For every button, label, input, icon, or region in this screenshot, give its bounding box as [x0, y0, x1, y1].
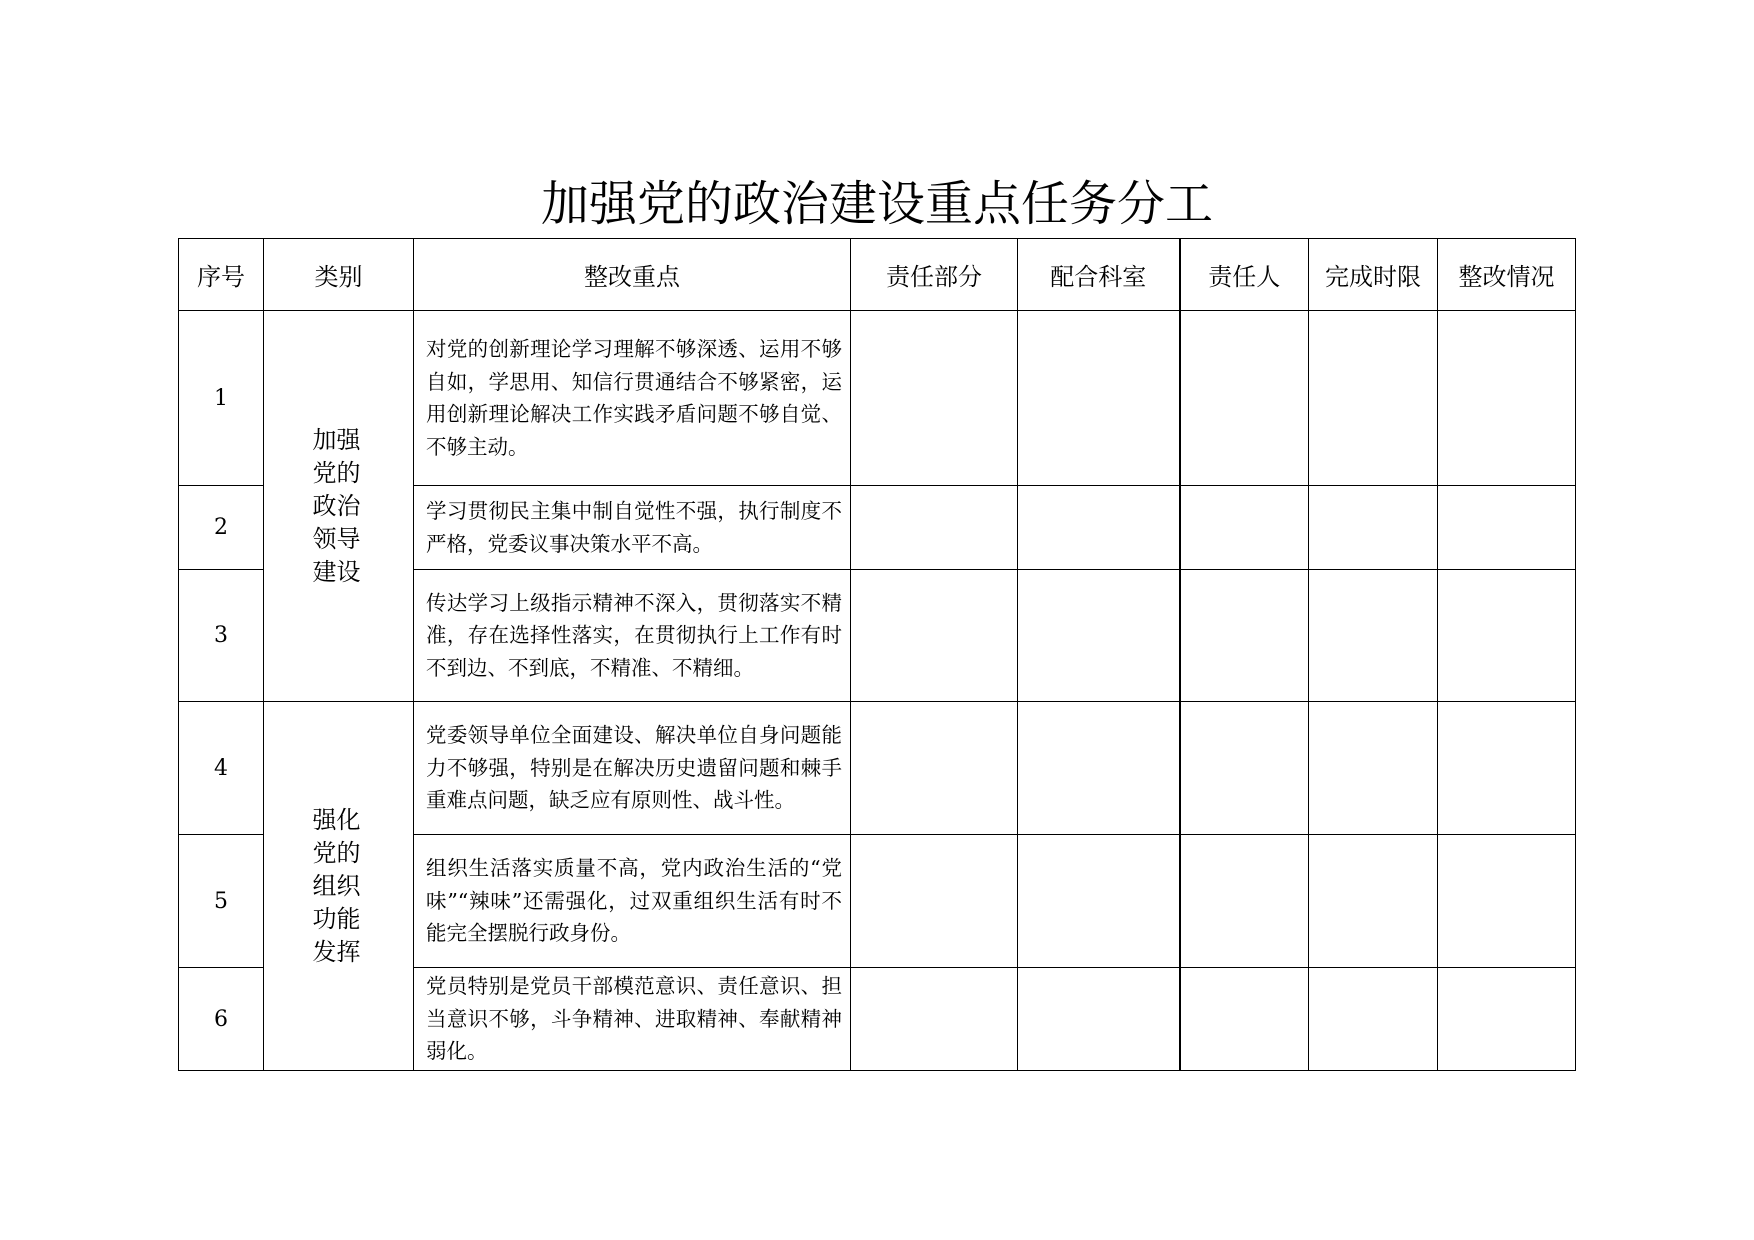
header-focus: 整改重点: [414, 239, 851, 311]
row-seq: 4: [179, 702, 264, 835]
cell-status[interactable]: [1438, 311, 1576, 486]
cell-deadline[interactable]: [1309, 486, 1438, 570]
cell-status[interactable]: [1438, 570, 1576, 702]
cell-responsible-dept[interactable]: [851, 702, 1018, 835]
row-focus: 党委领导单位全面建设、解决单位自身问题能力不够强，特别是在解决历史遗留问题和棘手重难点问题，缺乏应有原则性、战斗性。: [414, 702, 851, 835]
header-cooperating-office: 配合科室: [1018, 239, 1180, 311]
cell-deadline[interactable]: [1309, 570, 1438, 702]
cell-cooperating-office[interactable]: [1018, 570, 1180, 702]
cell-responsible-person[interactable]: [1180, 835, 1309, 968]
category-label: 强化党的组织功能发挥: [312, 805, 361, 966]
header-responsible-dept: 责任部分: [851, 239, 1018, 311]
cell-deadline[interactable]: [1309, 835, 1438, 968]
cell-cooperating-office[interactable]: [1018, 702, 1180, 835]
row-focus: 对党的创新理论学习理解不够深透、运用不够自如，学思用、知信行贯通结合不够紧密，运用创新理论解决工作实践矛盾问题不够自觉、不够主动。: [414, 311, 851, 486]
header-seq: 序号: [179, 239, 264, 311]
cell-cooperating-office[interactable]: [1018, 486, 1180, 570]
table-header-row: [179, 239, 1576, 311]
cell-cooperating-office[interactable]: [1018, 835, 1180, 968]
header-deadline: 完成时限: [1309, 239, 1438, 311]
cell-responsible-dept[interactable]: [851, 311, 1018, 486]
page-title: 加强党的政治建设重点任务分工: [540, 176, 1213, 232]
category-label: 加强党的政治领导建设: [312, 425, 361, 586]
row-seq: 3: [179, 570, 264, 702]
cell-responsible-person[interactable]: [1180, 311, 1309, 486]
row-focus: 组织生活落实质量不高，党内政治生活的“党味”“辣味”还需强化，过双重组织生活有时不能完全摆脱行政身份。: [414, 835, 851, 968]
category-cell: [264, 311, 414, 702]
cell-responsible-person[interactable]: [1180, 702, 1309, 835]
cell-responsible-dept[interactable]: [851, 486, 1018, 570]
cell-responsible-person[interactable]: [1180, 486, 1309, 570]
row-focus: 传达学习上级指示精神不深入，贯彻落实不精准，存在选择性落实，在贯彻执行上工作有时不到边、不到底，不精准、不精细。: [414, 570, 851, 702]
row-seq: 1: [179, 311, 264, 486]
header-status: 整改情况: [1438, 239, 1576, 311]
cell-cooperating-office[interactable]: [1018, 968, 1180, 1071]
cell-responsible-dept[interactable]: [851, 835, 1018, 968]
cell-responsible-dept[interactable]: [851, 968, 1018, 1071]
cell-status[interactable]: [1438, 486, 1576, 570]
header-category: 类别: [264, 239, 414, 311]
row-focus: 党员特别是党员干部模范意识、责任意识、担当意识不够，斗争精神、进取精神、奉献精神弱化。: [414, 968, 851, 1071]
header-responsible-person: 责任人: [1180, 239, 1309, 311]
task-table: [178, 238, 1576, 1071]
cell-status[interactable]: [1438, 702, 1576, 835]
cell-responsible-person[interactable]: [1180, 968, 1309, 1071]
row-seq: 6: [179, 968, 264, 1071]
cell-responsible-person[interactable]: [1180, 570, 1309, 702]
cell-deadline[interactable]: [1309, 311, 1438, 486]
cell-status[interactable]: [1438, 968, 1576, 1071]
category-cell: [264, 702, 414, 1071]
row-seq: 5: [179, 835, 264, 968]
row-focus: 学习贯彻民主集中制自觉性不强，执行制度不严格，党委议事决策水平不高。: [414, 486, 851, 570]
cell-responsible-dept[interactable]: [851, 570, 1018, 702]
cell-deadline[interactable]: [1309, 702, 1438, 835]
row-seq: 2: [179, 486, 264, 570]
cell-status[interactable]: [1438, 835, 1576, 968]
cell-deadline[interactable]: [1309, 968, 1438, 1071]
table-row: [179, 702, 1576, 835]
cell-cooperating-office[interactable]: [1018, 311, 1180, 486]
table-row: [179, 311, 1576, 486]
